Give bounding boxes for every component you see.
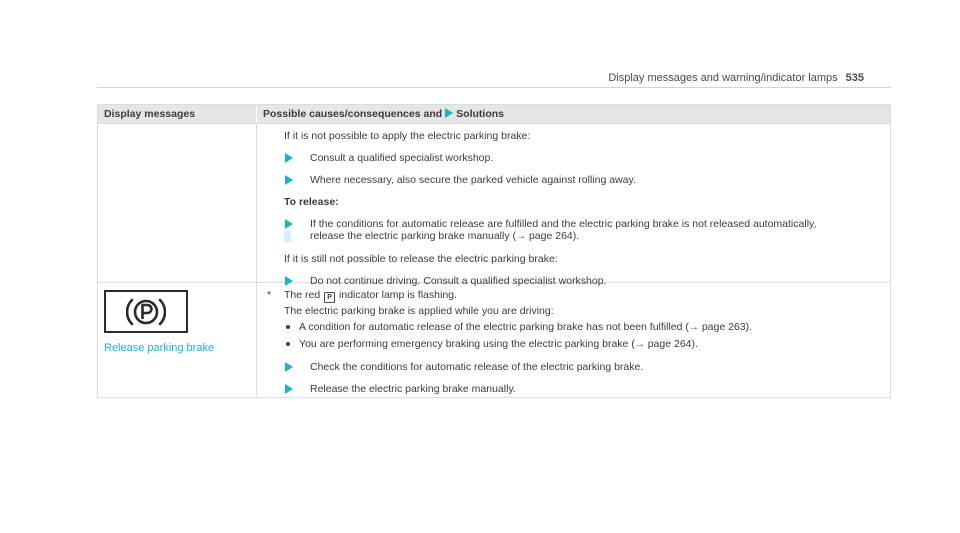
step-arrow-icon	[285, 276, 293, 286]
page-reference-link[interactable]: page 264).	[647, 338, 698, 350]
bullet-list	[267, 321, 882, 351]
cause-text: If it is not possible to apply the electric parking brake:	[284, 130, 531, 142]
step-arrow-icon	[285, 384, 293, 394]
col-header-causes-solutions: Possible causes/consequences and Solutions	[263, 108, 505, 120]
parking-brake-display-icon	[104, 290, 188, 333]
messages-table	[97, 104, 891, 398]
continuation-marker	[284, 231, 291, 242]
display-message-cell-empty	[98, 124, 257, 282]
table-row	[98, 123, 890, 287]
cause-text: The electric parking brake is applied while you are driving:	[284, 305, 554, 317]
page-number: 535	[845, 72, 864, 84]
solution-step: Check the conditions for automatic release of the electric parking brake.	[284, 361, 882, 373]
list-item: You are performing emergency braking using the electric parking brake (→ page 264).	[284, 338, 882, 351]
page-reference-link[interactable]: page 264).	[528, 230, 580, 242]
solution-step: Where necessary, also secure the parked vehicle against rolling away.	[284, 174, 882, 186]
bullet-icon	[286, 325, 290, 329]
solution-step: Do not continue driving. Consult a qualified specialist workshop.	[284, 275, 882, 287]
solution-step: Release the electric parking brake manually.	[284, 383, 882, 395]
solution-step: If the conditions for automatic release are fulfilled and the electric parking brake is not released automatically, release the electric parking brake manually (→ page 264).	[284, 218, 882, 243]
header-divider	[97, 87, 891, 88]
page-ref-arrow-icon: →	[516, 231, 527, 242]
step-arrow-icon	[285, 219, 293, 229]
cause-text: * The red P indicator lamp is flashing.	[267, 289, 457, 301]
causes-cell	[257, 283, 890, 397]
col-header-display-messages: Display messages	[98, 105, 257, 123]
display-message-label: Release parking brake	[104, 342, 215, 354]
page-ref-arrow-icon: →	[634, 339, 645, 350]
table-header	[98, 105, 890, 123]
causes-cell	[257, 124, 890, 287]
section-title: Display messages and warning/indicator lamps	[608, 72, 838, 84]
subheading-to-release: To release:	[284, 196, 339, 208]
page-ref-arrow-icon: →	[688, 322, 699, 333]
step-arrow-icon	[285, 175, 293, 185]
solution-arrow-icon	[445, 108, 453, 118]
solution-steps	[267, 361, 882, 395]
parking-brake-lamp-icon: P	[324, 292, 335, 303]
solution-step: Consult a qualified specialist workshop.	[284, 152, 882, 164]
table-row	[98, 282, 890, 397]
step-arrow-icon	[285, 362, 293, 372]
cause-text: If it is still not possible to release the electric parking brake:	[284, 253, 558, 265]
step-arrow-icon	[285, 153, 293, 163]
parking-brake-icon	[126, 293, 166, 331]
list-item: A condition for automatic release of the electric parking brake has not been fulfilled (→ page 263).	[284, 321, 882, 334]
display-message-cell	[98, 283, 257, 397]
running-header	[608, 72, 864, 84]
bullet-icon	[286, 342, 290, 346]
asterisk-marker: *	[267, 289, 272, 301]
page-reference-link[interactable]: page 263).	[701, 321, 753, 333]
